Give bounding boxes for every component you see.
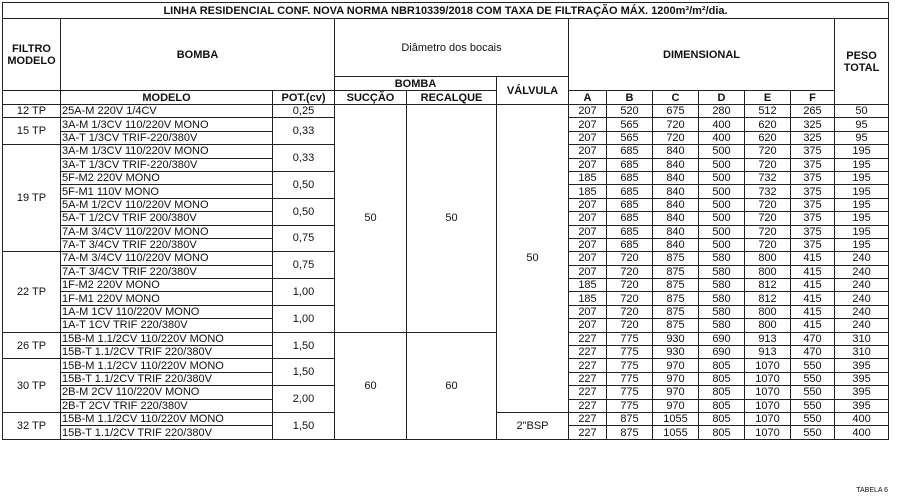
weight-cell: 400: [835, 426, 889, 439]
header-pot: POT.(cv): [273, 91, 335, 105]
dim-d-cell: 580: [699, 265, 745, 278]
dim-c-cell: 840: [653, 145, 699, 158]
dim-d-cell: 400: [699, 118, 745, 131]
dim-c-cell: 875: [653, 265, 699, 278]
dim-a-cell: 207: [569, 198, 607, 211]
dim-d-cell: 500: [699, 238, 745, 251]
filter-model-cell: 12 TP: [3, 105, 61, 118]
power-cell: 0,33: [273, 145, 335, 172]
dim-b-cell: 685: [607, 158, 653, 171]
dim-e-cell: 913: [745, 332, 791, 345]
filter-model-cell: 26 TP: [3, 332, 61, 359]
dim-c-cell: 875: [653, 292, 699, 305]
power-cell: 1,50: [273, 332, 335, 359]
dim-b-cell: 720: [607, 305, 653, 318]
dim-f-cell: 550: [791, 399, 835, 412]
header-e: E: [745, 91, 791, 105]
dim-f-cell: 415: [791, 279, 835, 292]
pump-model-cell: 7A-T 3/4CV TRIF 220/380V: [61, 265, 273, 278]
dim-e-cell: 620: [745, 118, 791, 131]
dim-c-cell: 970: [653, 359, 699, 372]
header-f: F: [791, 91, 835, 105]
dim-b-cell: 520: [607, 105, 653, 118]
dim-b-cell: 775: [607, 386, 653, 399]
dim-c-cell: 1055: [653, 412, 699, 425]
pump-model-cell: 7A-T 3/4CV TRIF 220/380V: [61, 238, 273, 251]
dim-a-cell: 227: [569, 332, 607, 345]
dim-a-cell: 207: [569, 252, 607, 265]
dim-b-cell: 685: [607, 238, 653, 251]
dim-c-cell: 840: [653, 212, 699, 225]
dim-f-cell: 415: [791, 305, 835, 318]
dim-e-cell: 1070: [745, 359, 791, 372]
dim-d-cell: 500: [699, 171, 745, 184]
dim-e-cell: 800: [745, 265, 791, 278]
dim-f-cell: 375: [791, 145, 835, 158]
dim-d-cell: 500: [699, 145, 745, 158]
weight-cell: 195: [835, 238, 889, 251]
pump-model-cell: 2B-M 2CV 110/220V MONO: [61, 386, 273, 399]
dim-e-cell: 1070: [745, 386, 791, 399]
dim-c-cell: 875: [653, 319, 699, 332]
dim-d-cell: 280: [699, 105, 745, 118]
weight-cell: 195: [835, 145, 889, 158]
pump-model-cell: 15B-T 1.1/2CV TRIF 220/380V: [61, 426, 273, 439]
table-title: LINHA RESIDENCIAL CONF. NOVA NORMA NBR10339/2018 COM TAXA DE FILTRAÇÃO MÁX. 1200m³/m²/dia.: [3, 3, 889, 19]
dim-a-cell: 227: [569, 412, 607, 425]
dim-b-cell: 720: [607, 292, 653, 305]
dim-a-cell: 207: [569, 225, 607, 238]
dim-d-cell: 500: [699, 198, 745, 211]
dim-a-cell: 227: [569, 359, 607, 372]
dim-a-cell: 207: [569, 238, 607, 251]
power-cell: 1,50: [273, 359, 335, 386]
header-valvula: VÁLVULA: [497, 77, 569, 105]
pump-model-cell: 3A-T 1/3CV TRIF-220/380V: [61, 131, 273, 144]
dim-b-cell: 685: [607, 198, 653, 211]
weight-cell: 195: [835, 158, 889, 171]
dim-a-cell: 227: [569, 386, 607, 399]
power-cell: 2,00: [273, 386, 335, 413]
dim-d-cell: 400: [699, 131, 745, 144]
dim-f-cell: 470: [791, 332, 835, 345]
dim-e-cell: 800: [745, 252, 791, 265]
dim-c-cell: 840: [653, 185, 699, 198]
dim-c-cell: 970: [653, 386, 699, 399]
weight-cell: 240: [835, 319, 889, 332]
dim-a-cell: 207: [569, 118, 607, 131]
dim-d-cell: 580: [699, 305, 745, 318]
weight-cell: 240: [835, 265, 889, 278]
dim-b-cell: 875: [607, 412, 653, 425]
dim-b-cell: 720: [607, 319, 653, 332]
dim-e-cell: 720: [745, 212, 791, 225]
dim-d-cell: 580: [699, 252, 745, 265]
dim-f-cell: 550: [791, 372, 835, 385]
dim-c-cell: 970: [653, 399, 699, 412]
filter-model-cell: 30 TP: [3, 359, 61, 413]
dim-e-cell: 512: [745, 105, 791, 118]
power-cell: 1,00: [273, 305, 335, 332]
dim-c-cell: 930: [653, 346, 699, 359]
dim-d-cell: 805: [699, 386, 745, 399]
dim-a-cell: 185: [569, 185, 607, 198]
dim-b-cell: 775: [607, 372, 653, 385]
dim-e-cell: 732: [745, 171, 791, 184]
dim-a-cell: 207: [569, 319, 607, 332]
dim-d-cell: 580: [699, 292, 745, 305]
pump-model-cell: 15B-T 1.1/2CV TRIF 220/380V: [61, 372, 273, 385]
dim-a-cell: 207: [569, 212, 607, 225]
dim-a-cell: 207: [569, 158, 607, 171]
pump-model-cell: 1F-M2 220V MONO: [61, 279, 273, 292]
dim-e-cell: 720: [745, 145, 791, 158]
dim-f-cell: 550: [791, 426, 835, 439]
dim-e-cell: 720: [745, 238, 791, 251]
dim-a-cell: 227: [569, 426, 607, 439]
dim-f-cell: 265: [791, 105, 835, 118]
dim-b-cell: 685: [607, 185, 653, 198]
pump-model-cell: 25A-M 220V 1/4CV: [61, 105, 273, 118]
header-dimensional: DIMENSIONAL: [569, 19, 835, 91]
pump-model-cell: 15B-M 1.1/2CV 110/220V MONO: [61, 412, 273, 425]
dim-e-cell: 720: [745, 225, 791, 238]
dim-a-cell: 207: [569, 131, 607, 144]
pump-model-cell: 3A-M 1/3CV 110/220V MONO: [61, 118, 273, 131]
weight-cell: 50: [835, 105, 889, 118]
filter-model-cell: 15 TP: [3, 118, 61, 145]
dim-d-cell: 805: [699, 399, 745, 412]
power-cell: 0,75: [273, 252, 335, 279]
dim-d-cell: 500: [699, 225, 745, 238]
power-cell: 0,75: [273, 225, 335, 252]
dim-d-cell: 805: [699, 359, 745, 372]
dim-c-cell: 840: [653, 225, 699, 238]
weight-cell: 195: [835, 185, 889, 198]
pump-model-cell: 5A-T 1/2CV TRIF 200/380V: [61, 212, 273, 225]
header-filtro: FILTRO MODELO: [3, 19, 61, 91]
dim-c-cell: 875: [653, 252, 699, 265]
header-c: C: [653, 91, 699, 105]
dim-b-cell: 685: [607, 225, 653, 238]
dim-f-cell: 415: [791, 252, 835, 265]
dim-b-cell: 720: [607, 279, 653, 292]
dim-d-cell: 690: [699, 332, 745, 345]
table-row: [3, 105, 889, 118]
header-bomba-sub: BOMBA: [335, 77, 497, 91]
dim-e-cell: 732: [745, 185, 791, 198]
dim-c-cell: 930: [653, 332, 699, 345]
dim-c-cell: 875: [653, 305, 699, 318]
dim-b-cell: 720: [607, 252, 653, 265]
valve-cell: 2"BSP: [497, 412, 569, 439]
power-cell: 0,25: [273, 105, 335, 118]
filter-model-cell: 32 TP: [3, 412, 61, 439]
dim-a-cell: 185: [569, 292, 607, 305]
dim-f-cell: 375: [791, 158, 835, 171]
dim-f-cell: 550: [791, 359, 835, 372]
dim-f-cell: 375: [791, 225, 835, 238]
pump-model-cell: 15B-T 1.1/2CV TRIF 220/380V: [61, 346, 273, 359]
header-a: A: [569, 91, 607, 105]
pump-model-cell: 5F-M1 110V MONO: [61, 185, 273, 198]
dim-e-cell: 812: [745, 292, 791, 305]
dim-b-cell: 775: [607, 399, 653, 412]
pump-model-cell: 1A-T 1CV TRIF 220/380V: [61, 319, 273, 332]
dim-b-cell: 685: [607, 171, 653, 184]
dim-e-cell: 1070: [745, 399, 791, 412]
weight-cell: 95: [835, 131, 889, 144]
dim-e-cell: 720: [745, 198, 791, 211]
valve-cell: 50: [497, 105, 569, 413]
dim-d-cell: 580: [699, 279, 745, 292]
dim-e-cell: 1070: [745, 412, 791, 425]
pump-model-cell: 2B-T 2CV TRIF 220/380V: [61, 399, 273, 412]
dim-b-cell: 775: [607, 332, 653, 345]
weight-cell: 310: [835, 332, 889, 345]
dim-f-cell: 415: [791, 292, 835, 305]
pump-model-cell: 15B-M 1.1/2CV 110/220V MONO: [61, 359, 273, 372]
dim-c-cell: 840: [653, 171, 699, 184]
dim-c-cell: 840: [653, 238, 699, 251]
dim-a-cell: 227: [569, 372, 607, 385]
pump-model-cell: 15B-M 1.1/2CV 110/220V MONO: [61, 332, 273, 345]
weight-cell: 95: [835, 118, 889, 131]
dim-c-cell: 675: [653, 105, 699, 118]
weight-cell: 395: [835, 372, 889, 385]
dim-f-cell: 325: [791, 131, 835, 144]
pump-model-cell: 5A-M 1/2CV 110/220V MONO: [61, 198, 273, 211]
dim-b-cell: 775: [607, 359, 653, 372]
weight-cell: 310: [835, 346, 889, 359]
weight-cell: 195: [835, 171, 889, 184]
dim-a-cell: 185: [569, 279, 607, 292]
dim-d-cell: 580: [699, 319, 745, 332]
suction-cell: 50: [335, 105, 407, 333]
filter-model-cell: 22 TP: [3, 252, 61, 332]
dim-e-cell: 1070: [745, 372, 791, 385]
dim-f-cell: 375: [791, 185, 835, 198]
dim-e-cell: 1070: [745, 426, 791, 439]
discharge-cell: 50: [407, 105, 497, 333]
dim-c-cell: 875: [653, 279, 699, 292]
weight-cell: 395: [835, 359, 889, 372]
dim-c-cell: 720: [653, 131, 699, 144]
pump-model-cell: 3A-M 1/3CV 110/220V MONO: [61, 145, 273, 158]
dim-f-cell: 375: [791, 238, 835, 251]
power-cell: 1,50: [273, 412, 335, 439]
power-cell: 0,50: [273, 171, 335, 198]
header-succao: SUCÇÃO: [335, 91, 407, 105]
weight-cell: 195: [835, 212, 889, 225]
table-row: [3, 332, 889, 345]
dim-a-cell: 185: [569, 171, 607, 184]
header-b: B: [607, 91, 653, 105]
header-diametro: Diâmetro dos bocais: [335, 19, 569, 77]
table-body: [3, 105, 889, 440]
weight-cell: 240: [835, 279, 889, 292]
pump-model-cell: 1F-M1 220V MONO: [61, 292, 273, 305]
weight-cell: 195: [835, 198, 889, 211]
dim-b-cell: 565: [607, 131, 653, 144]
dim-f-cell: 470: [791, 346, 835, 359]
dim-a-cell: 207: [569, 265, 607, 278]
dim-d-cell: 690: [699, 346, 745, 359]
dim-d-cell: 805: [699, 426, 745, 439]
dim-a-cell: 207: [569, 105, 607, 118]
dim-e-cell: 913: [745, 346, 791, 359]
weight-cell: 240: [835, 252, 889, 265]
power-cell: 0,33: [273, 118, 335, 145]
dim-e-cell: 800: [745, 305, 791, 318]
suction-cell: 60: [335, 332, 407, 439]
weight-cell: 395: [835, 399, 889, 412]
header-modelo: MODELO: [61, 91, 273, 105]
dim-c-cell: 1055: [653, 426, 699, 439]
dim-d-cell: 805: [699, 412, 745, 425]
dim-e-cell: 720: [745, 158, 791, 171]
dim-b-cell: 875: [607, 426, 653, 439]
dim-e-cell: 800: [745, 319, 791, 332]
dim-d-cell: 500: [699, 212, 745, 225]
dim-d-cell: 805: [699, 372, 745, 385]
dim-c-cell: 840: [653, 198, 699, 211]
power-cell: 1,00: [273, 279, 335, 306]
filter-model-cell: 19 TP: [3, 145, 61, 252]
pump-model-cell: 1A-M 1CV 110/220V MONO: [61, 305, 273, 318]
pump-model-cell: 3A-T 1/3CV TRIF-220/380V: [61, 158, 273, 171]
weight-cell: 195: [835, 225, 889, 238]
dim-d-cell: 500: [699, 185, 745, 198]
power-cell: 0,50: [273, 198, 335, 225]
dim-b-cell: 565: [607, 118, 653, 131]
dim-f-cell: 550: [791, 386, 835, 399]
dim-e-cell: 812: [745, 279, 791, 292]
dim-f-cell: 375: [791, 212, 835, 225]
pump-model-cell: 5F-M2 220V MONO: [61, 171, 273, 184]
pump-model-cell: 7A-M 3/4CV 110/220V MONO: [61, 225, 273, 238]
dim-c-cell: 970: [653, 372, 699, 385]
header-d: D: [699, 91, 745, 105]
table-footer: TABELA 6: [856, 487, 888, 494]
weight-cell: 400: [835, 412, 889, 425]
dim-f-cell: 375: [791, 171, 835, 184]
header-peso: PESO TOTAL: [835, 19, 889, 105]
dim-f-cell: 415: [791, 265, 835, 278]
dim-b-cell: 685: [607, 145, 653, 158]
dim-a-cell: 207: [569, 145, 607, 158]
header-bomba: BOMBA: [61, 19, 335, 91]
dim-a-cell: 207: [569, 305, 607, 318]
dim-c-cell: 720: [653, 118, 699, 131]
dim-f-cell: 375: [791, 198, 835, 211]
weight-cell: 240: [835, 292, 889, 305]
header-filtro-blank: [3, 91, 61, 105]
weight-cell: 240: [835, 305, 889, 318]
dim-d-cell: 500: [699, 158, 745, 171]
discharge-cell: 60: [407, 332, 497, 439]
dim-b-cell: 775: [607, 346, 653, 359]
dim-a-cell: 227: [569, 399, 607, 412]
dim-a-cell: 227: [569, 346, 607, 359]
dim-f-cell: 550: [791, 412, 835, 425]
header-recalque: RECALQUE: [407, 91, 497, 105]
dim-e-cell: 620: [745, 131, 791, 144]
dim-f-cell: 415: [791, 319, 835, 332]
pump-model-cell: 7A-M 3/4CV 110/220V MONO: [61, 252, 273, 265]
weight-cell: 395: [835, 386, 889, 399]
spec-table: [2, 2, 889, 440]
dim-c-cell: 840: [653, 158, 699, 171]
dim-b-cell: 685: [607, 212, 653, 225]
dim-f-cell: 325: [791, 118, 835, 131]
dim-b-cell: 720: [607, 265, 653, 278]
